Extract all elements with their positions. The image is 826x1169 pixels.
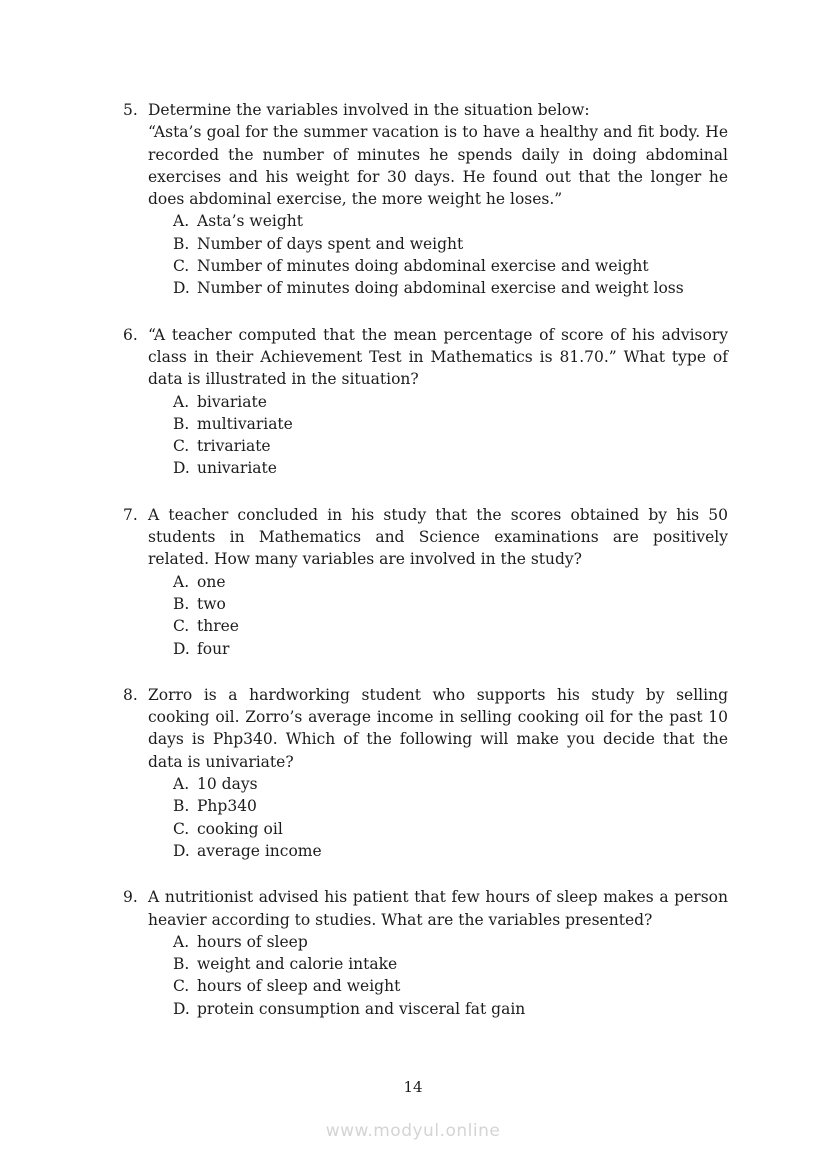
option-letter: C. [173,819,190,838]
option-letter: D. [173,639,190,658]
option-letter: C. [173,257,190,276]
option-text: average income [197,841,322,860]
option-text: hours of sleep [197,932,308,951]
option-text: one [197,572,226,591]
option-b [173,413,728,435]
option-letter: B. [173,594,190,613]
option-text: Number of days spent and weight [197,234,464,253]
question-number: 6. [123,325,138,344]
option-text: 10 days [197,775,258,794]
question-9 [123,886,728,1020]
question-content [148,504,728,660]
option-b [173,233,728,255]
options-list [173,931,728,1020]
option-b [173,795,728,817]
question-stem: “A teacher computed that the mean percentage of score of his advisory class in their Achievement Test in Mathematics is 81.70.” What type of data is illustrated in the situation? [148,325,728,389]
option-d [173,998,728,1020]
option-c [173,435,728,457]
options-list [173,391,728,480]
option-c [173,255,728,277]
option-a [173,391,728,413]
option-letter: A. [173,392,190,411]
option-letter: B. [173,414,190,433]
option-a [173,571,728,593]
option-d [173,840,728,862]
question-stem: A nutritionist advised his patient that few hours of sleep makes a person heavier according to studies. What are the variables presented? [148,888,728,929]
option-a [173,210,728,232]
option-c [173,818,728,840]
question-content [148,886,728,1020]
question-content [148,99,728,300]
option-text: Number of minutes doing abdominal exercise and weight [197,257,649,276]
option-c [173,615,728,637]
option-c [173,975,728,997]
options-list [173,210,728,299]
option-d [173,277,728,299]
option-letter: B. [173,797,190,816]
question-content [148,324,728,480]
option-text: multivariate [197,414,293,433]
option-text: trivariate [197,437,271,456]
option-letter: D. [173,999,190,1018]
option-text: bivariate [197,392,267,411]
option-letter: C. [173,617,190,636]
option-b [173,953,728,975]
option-letter: D. [173,841,190,860]
option-d [173,457,728,479]
options-list [173,773,728,862]
option-text: Number of minutes doing abdominal exercise and weight loss [197,279,684,298]
option-b [173,593,728,615]
option-letter: A. [173,572,190,591]
option-letter: B. [173,234,190,253]
options-list [173,571,728,660]
option-text: Php340 [197,797,257,816]
question-number: 5. [123,101,138,119]
question-number: 7. [123,505,138,524]
question-content [148,684,728,862]
question-stem: Determine the variables involved in the situation below: [148,101,590,119]
option-text: two [197,594,226,613]
question-stem: Zorro is a hardworking student who supports his study by selling cooking oil. Zorro’s average income in selling cooking oil for the past 10 days is Php340. Which of the following will make you decide that the data is univariate? [148,685,728,771]
option-a [173,931,728,953]
option-letter: A. [173,775,190,794]
question-6 [123,324,728,480]
question-7 [123,504,728,660]
option-letter: C. [173,977,190,996]
option-text: Asta’s weight [197,212,303,231]
option-letter: C. [173,437,190,456]
option-text: univariate [197,459,277,478]
option-letter: A. [173,212,190,231]
option-letter: A. [173,932,190,951]
question-5 [123,99,728,300]
option-text: cooking oil [197,819,283,838]
option-text: three [197,617,239,636]
option-a [173,773,728,795]
question-number: 8. [123,685,138,704]
option-text: protein consumption and visceral fat gain [197,999,526,1018]
question-quote: “Asta’s goal for the summer vacation is to have a healthy and fit body. He recorded the number of minutes he spends daily in doing abdominal exercises and his weight for 30 days. He found out that the longer he does abdominal exercise, the more weight he loses.” [148,123,728,209]
page-number: 14 [403,1078,423,1096]
question-8 [123,684,728,862]
option-text: four [197,639,230,658]
question-number: 9. [123,888,138,907]
watermark-text: www.modyul.online [325,1121,501,1141]
option-letter: B. [173,955,190,974]
question-stem: A teacher concluded in his study that the scores obtained by his 50 students in Mathematics and Science examinations are positively related. How many variables are involved in the study? [148,505,728,569]
option-letter: D. [173,459,190,478]
questions-section [123,99,728,1044]
option-text: hours of sleep and weight [197,977,401,996]
option-d [173,638,728,660]
option-letter: D. [173,279,190,298]
option-text: weight and calorie intake [197,955,398,974]
